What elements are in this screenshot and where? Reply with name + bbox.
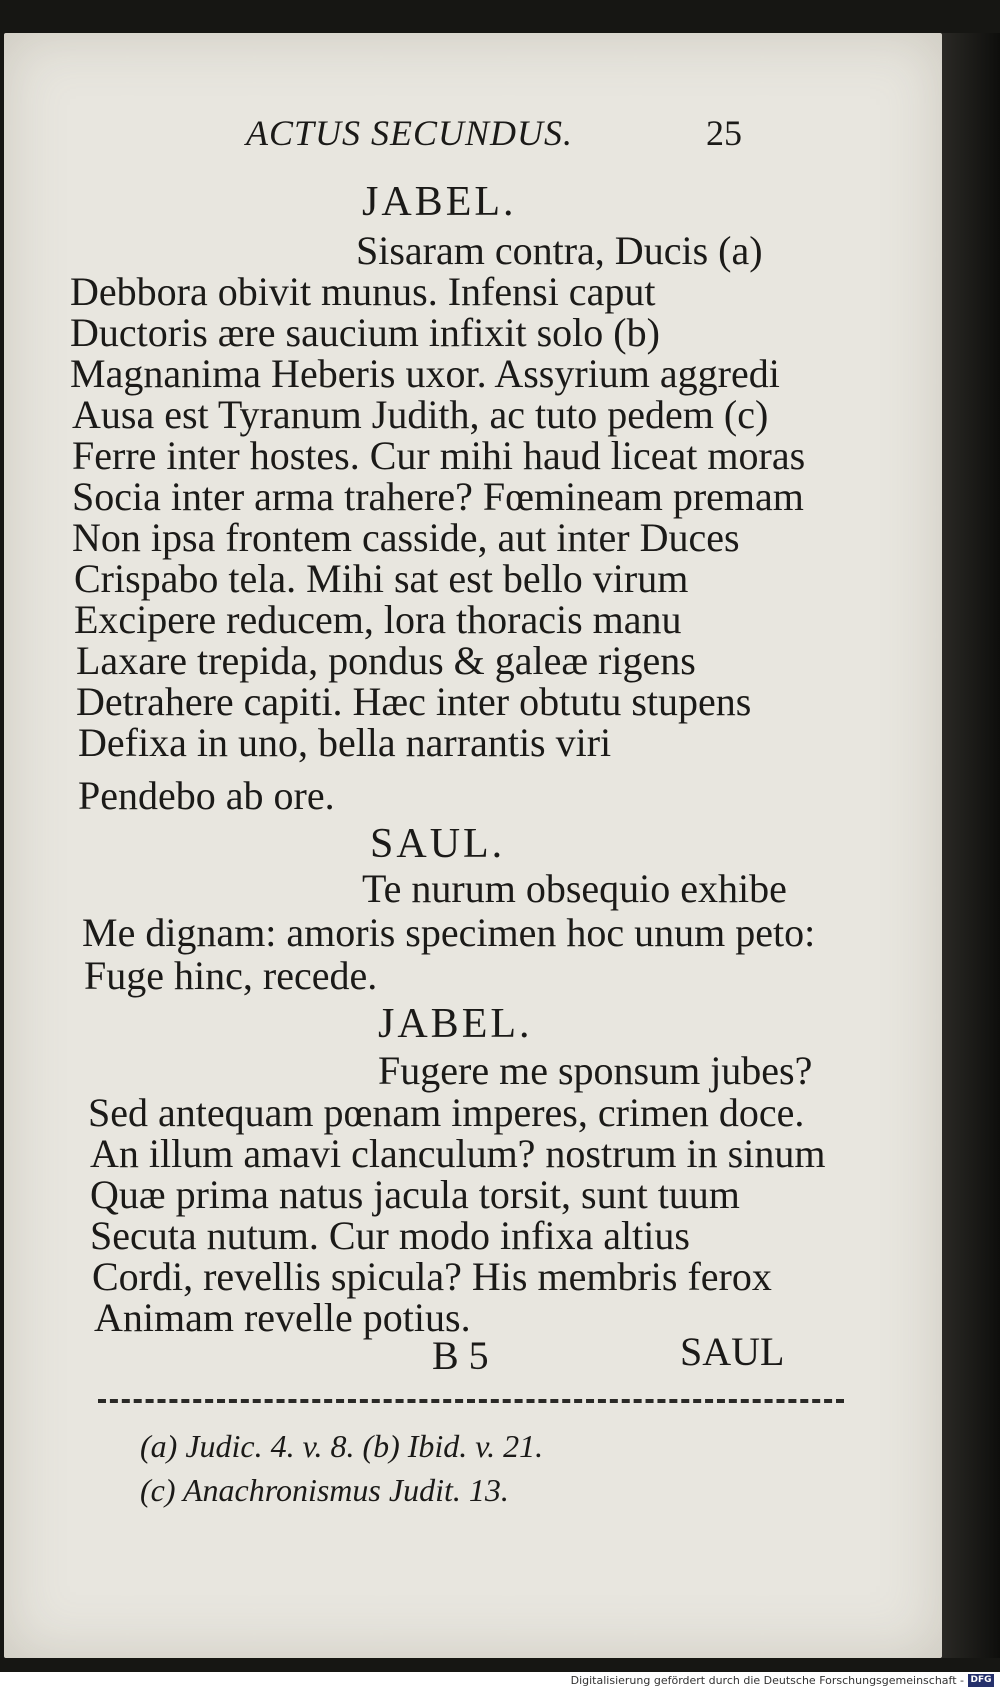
speaker-name: JABEL. xyxy=(362,179,517,225)
verse-line: Excipere reducem, lora thoracis manu xyxy=(74,597,682,642)
verse-line: Debbora obivit munus. Infensi caput xyxy=(70,269,656,314)
verse-line: Crispabo tela. Mihi sat est bello virum xyxy=(74,556,689,601)
verse-line: Detrahere capiti. Hæc inter obtutu stupens xyxy=(76,679,752,724)
verse-line: Sed antequam pœnam imperes, crimen doce. xyxy=(88,1090,805,1135)
verse-line: Defixa in uno, bella narrantis viri xyxy=(78,720,612,765)
verse-line: Socia inter arma trahere? Fœmineam premam xyxy=(72,474,804,519)
verse-line: Quæ prima natus jacula torsit, sunt tuum xyxy=(90,1172,740,1217)
verse-line: Cordi, revellis spicula? His membris ferox xyxy=(92,1254,772,1299)
speaker-name: SAUL. xyxy=(370,821,506,867)
verse-line: Pendebo ab ore. xyxy=(78,773,335,818)
verse-line: Fuge hinc, recede. xyxy=(84,953,378,998)
verse-line: Secuta nutum. Cur modo infixa altius xyxy=(90,1213,690,1258)
verse-line: Me dignam: amoris specimen hoc unum peto: xyxy=(82,910,816,955)
page-header xyxy=(0,112,1000,162)
dfg-logo-icon: DFG xyxy=(968,1674,994,1687)
verse-line: An illum amavi clanculum? nostrum in sinum xyxy=(90,1131,826,1176)
verse-line: Ferre inter hostes. Cur mihi haud liceat moras xyxy=(72,433,806,478)
verse-line: Animam revelle potius. xyxy=(94,1295,471,1340)
verse-line: Sisaram contra, Ducis (a) xyxy=(356,228,763,273)
verse-line: Magnanima Heberis uxor. Assyrium aggredi xyxy=(70,351,780,396)
running-head: ACTUS SECUNDUS. xyxy=(246,113,574,153)
verse-line: Ausa est Tyranum Judith, ac tuto pedem (c) xyxy=(72,392,769,437)
verse-line: Ductoris ære saucium infixit solo (b) xyxy=(70,310,660,355)
verse-line: Fugere me sponsum jubes? xyxy=(378,1048,813,1093)
verse-line: Te nurum obsequio exhibe xyxy=(362,866,787,911)
page-number: 25 xyxy=(706,113,742,153)
verse-line: Laxare trepida, pondus & galeæ rigens xyxy=(76,638,696,683)
footnote-rule xyxy=(98,1399,844,1403)
footnote-line: (c) Anachronismus Judit. 13. xyxy=(140,1472,509,1508)
funding-credit: Digitalisierung gefördert durch die Deutsche Forschungsgemeinschaft - xyxy=(570,1674,964,1687)
verse-line: Non ipsa frontem casside, aut inter Duces xyxy=(72,515,740,560)
speaker-name: JABEL. xyxy=(378,1001,533,1047)
footnote-line: (a) Judic. 4. v. 8. (b) Ibid. v. 21. xyxy=(140,1428,544,1464)
catchword: SAUL xyxy=(680,1329,785,1374)
signature-mark: B 5 xyxy=(432,1333,489,1378)
